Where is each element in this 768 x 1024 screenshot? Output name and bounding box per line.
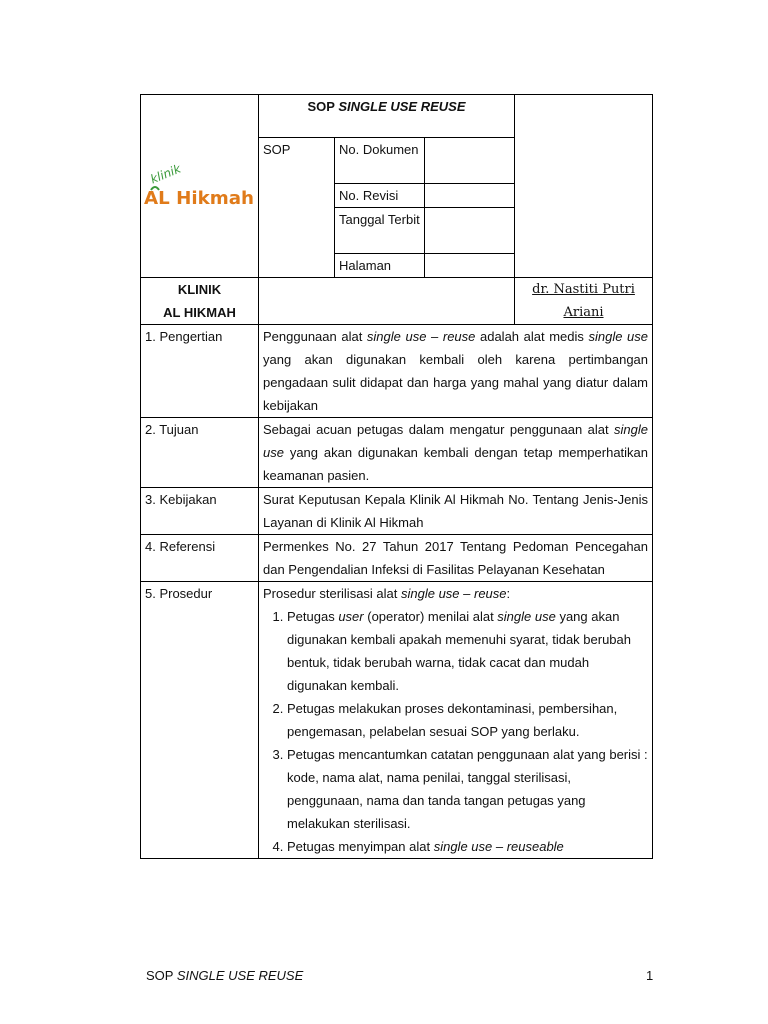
sop-label: SOP: [259, 138, 335, 278]
blank-middle-cell: [259, 278, 515, 325]
prosedur-step: 1. Petugas user (operator) menilai alat single use yang akan digunakan kembali apakah memenuhi syarat, tidak berubah bentuk, tidak berubah warna, tidak cacat dan mudah digunakan kembali.: [287, 605, 648, 697]
signer-name: dr. Nastiti Putri Ariani: [515, 278, 653, 325]
logo-small-text: klinik: [148, 161, 183, 187]
section-label-referensi: 4. Referensi: [141, 535, 259, 582]
footer-title: SOP SINGLE USE REUSE: [146, 968, 304, 983]
section-body-kebijakan: Surat Keputusan Kepala Klinik Al Hikmah No. Tentang Jenis-Jenis Layanan di Klinik Al Hikmah: [259, 488, 653, 535]
value-no-revisi: [425, 184, 515, 208]
section-label-pengertian: 1. Pengertian: [141, 325, 259, 418]
logo-big-text: AL Hikmah: [144, 188, 254, 209]
value-halaman: [425, 254, 515, 278]
prosedur-step: 3. Petugas mencantumkan catatan penggunaan alat yang berisi : kode, nama alat, nama penilai, tanggal sterilisasi, penggunaan, nama dan tanda tangan petugas yang melakukan sterilisasi.: [287, 743, 648, 835]
page-number: 1: [646, 968, 654, 983]
value-tanggal-terbit: [425, 208, 515, 254]
section-body-prosedur: [259, 582, 653, 859]
field-tanggal-terbit: Tanggal Terbit: [335, 208, 425, 254]
section-label-tujuan: 2. Tujuan: [141, 418, 259, 488]
clinic-logo: [141, 146, 259, 226]
field-no-revisi: No. Revisi: [335, 184, 425, 208]
value-no-dokumen: [425, 138, 515, 184]
prosedur-step: 4. Petugas menyimpan alat single use – reuseable: [287, 835, 648, 858]
logo-cell: [141, 95, 259, 278]
clinic-name: KLINIK AL HIKMAH: [141, 278, 259, 325]
prosedur-step: 2. Petugas melakukan proses dekontaminasi, pembersihan, pengemasan, pelabelan sesuai SOP yang berlaku.: [287, 697, 648, 743]
field-halaman: Halaman: [335, 254, 425, 278]
section-body-referensi: Permenkes No. 27 Tahun 2017 Tentang Pedoman Pencegahan dan Pengendalian Infeksi di Fasilitas Pelayanan Kesehatan: [259, 535, 653, 582]
prosedur-intro: Prosedur sterilisasi alat single use – reuse:: [263, 586, 511, 601]
field-no-dokumen: No. Dokumen: [335, 138, 425, 184]
section-label-kebijakan: 3. Kebijakan: [141, 488, 259, 535]
blank-right-cell: [515, 95, 653, 278]
section-body-pengertian: Penggunaan alat single use – reuse adalah alat medis single use yang akan digunakan kembali oleh karena pertimbangan pengadaan sulit didapat dan harga yang mahal yang diatur dalam kebijakan: [259, 325, 653, 418]
sop-table: [140, 94, 653, 859]
section-label-prosedur: 5. Prosedur: [141, 582, 259, 859]
document-title: SOP SINGLE USE REUSE: [259, 95, 515, 138]
prosedur-steps: [263, 605, 648, 858]
section-body-tujuan: Sebagai acuan petugas dalam mengatur penggunaan alat single use yang akan digunakan kembali dengan tetap memperhatikan keamanan pasien.: [259, 418, 653, 488]
